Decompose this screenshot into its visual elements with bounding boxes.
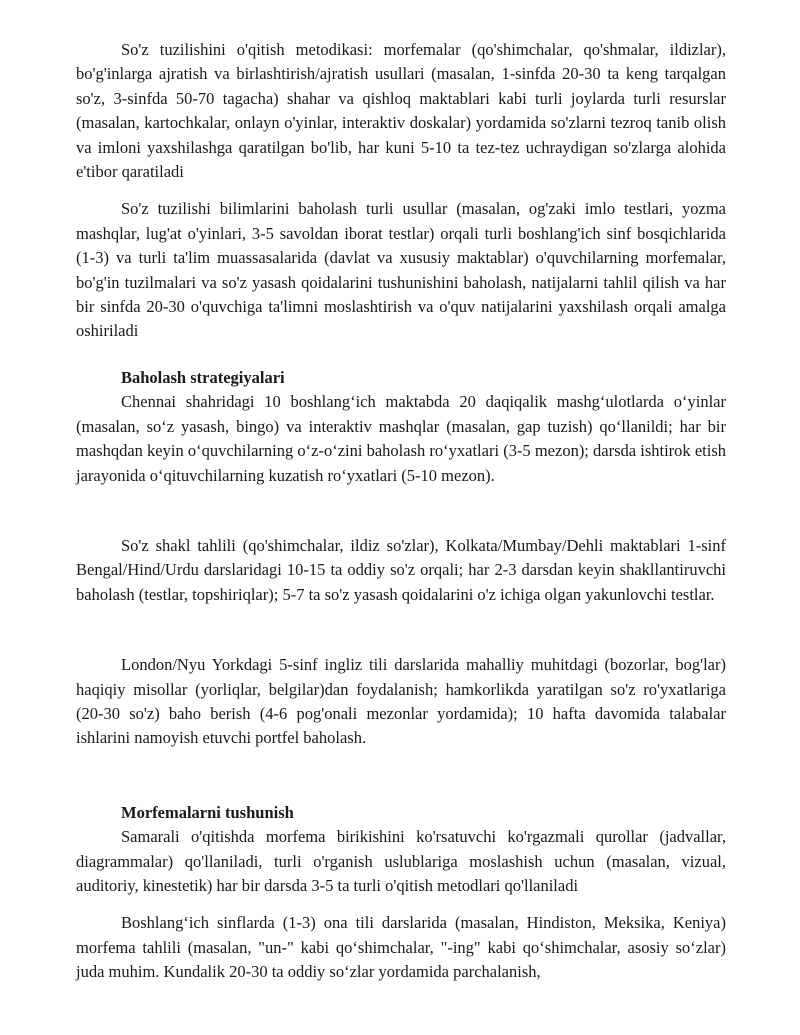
document-page [76,38,726,985]
paragraph-visual-aids: Samarali o'qitishda morfema birikishini ko'rsatuvchi ko'rgazmali qurollar (jadvallar, diagrammalar) qo'llaniladi, turli o'rganish uslublariga moslashish uchun (masalan, vizual, auditoriy, kinestetik) har bir darsda 3-5 ta turli o'qitish metodlari qo'llaniladi [76,827,726,895]
paragraph-chennai-study: Chennai shahridagi 10 boshlangʻich maktabda 20 daqiqalik mashgʻulotlarda oʻyinlar (masalan, soʻz yasash, bingo) va interaktiv mashqlar (masalan, gap tuzish) qoʻllanildi; har bir mashqdan keyin oʻquvchilarning oʻz-oʻzini baholash roʻyxatlari (3-5 mezon); darsda ishtirok etish jarayonida oʻqituvchilarning kuzatish roʻyxatlari (5-10 mezon). [76,392,726,485]
spacer [76,751,726,801]
spacer [76,898,726,911]
paragraph-word-form-analysis: So'z shakl tahlili (qo'shimchalar, ildiz so'zlar), Kolkata/Mumbay/Dehli maktablari 1-sinf Bengal/Hind/Urdu darslaridagi 10-15 ta oddiy so'z orqali; har 2-3 darsdan keyin shakllantiruvchi baholash (testlar, topshiriqlar); 5-7 ta so'z yasash qoidalarini o'z ichiga olgan yakunlovchi testlar. [76,535,726,604]
paragraph-assessment-methods: So'z tuzilishi bilimlarini baholash turli usullar (masalan, og'zaki imlo testlari, yozma mashqlar, lug'at o'yinlari, 3-5 savoldan iborat testlar) orqali turli boshlang'ich sinf bosqichlarida (1-3) va turli ta'lim muassasalarida (davlat va xususiy maktablar) o'quvchilarning morfemalar, bo'g'in tuzilmalari va so'z yasash qoidalarini tushunishini baholash, natijalarni tahlil qilish va har bir sinfda 20-30 o'quvchiga ta'limni moslashtirish va o'quv natijalarini yaxshilash orqali amalga oshiriladi [76,199,726,341]
spacer [76,184,726,197]
heading-assessment-strategies: Baholash strategiyalari [121,367,285,387]
heading-understanding-morphemes: Morfemalarni tushunish [121,802,294,822]
paragraph-primary-morpheme-analysis: Boshlangʻich sinflarda (1-3) ona tili darslarida (masalan, Hindiston, Meksika, Keniya) morfema tahlili (masalan, "un-" kabi qoʻshimchalar, "-ing" kabi qoʻshimchalar, asosiy soʻzlar) juda muhim. Kundalik 20-30 ta oddiy soʻzlar yordamida parchalanish, [76,913,726,982]
spacer [76,344,726,366]
paragraph-london-newyork: London/Nyu Yorkdagi 5-sinf ingliz tili darslarida mahalliy muhitdagi (bozorlar, bog'lar) haqiqiy misollar (yorliqlar, belgilar)dan foydalanish; hamkorlikda yaratilgan so'z ro'yxatlariga (20-30 so'z) baho berish (4-6 pog'onali mezonlar yordamida); 10 hafta davomida talabalar ishlarini namoyish etuvchi portfel baholash. [76,655,726,748]
spacer [76,488,726,534]
paragraph-word-structure-method: So'z tuzilishini o'qitish metodikasi: morfemalar (qo'shimchalar, qo'shmalar, ildizlar), bo'g'inlarga ajratish va birlashtirish/ajratish usullari (masalan, 1-sinfda 20-30 ta keng tarqalgan so'z, 3-sinfda 50-70 tagacha) shahar va qishloq maktablari kabi turli joylarda turli resurslar (masalan, kartochkalar, onlayn o'yinlar, interaktiv doskalar) yordamida so'zlarni tezroq tanib olish va imloni yaxshilashga qaratilgan bo'lib, har kuni 5-10 ta tez-tez uchraydigan so'zlarga alohida e'tibor qaratiladi [76,40,726,182]
spacer [76,607,726,653]
